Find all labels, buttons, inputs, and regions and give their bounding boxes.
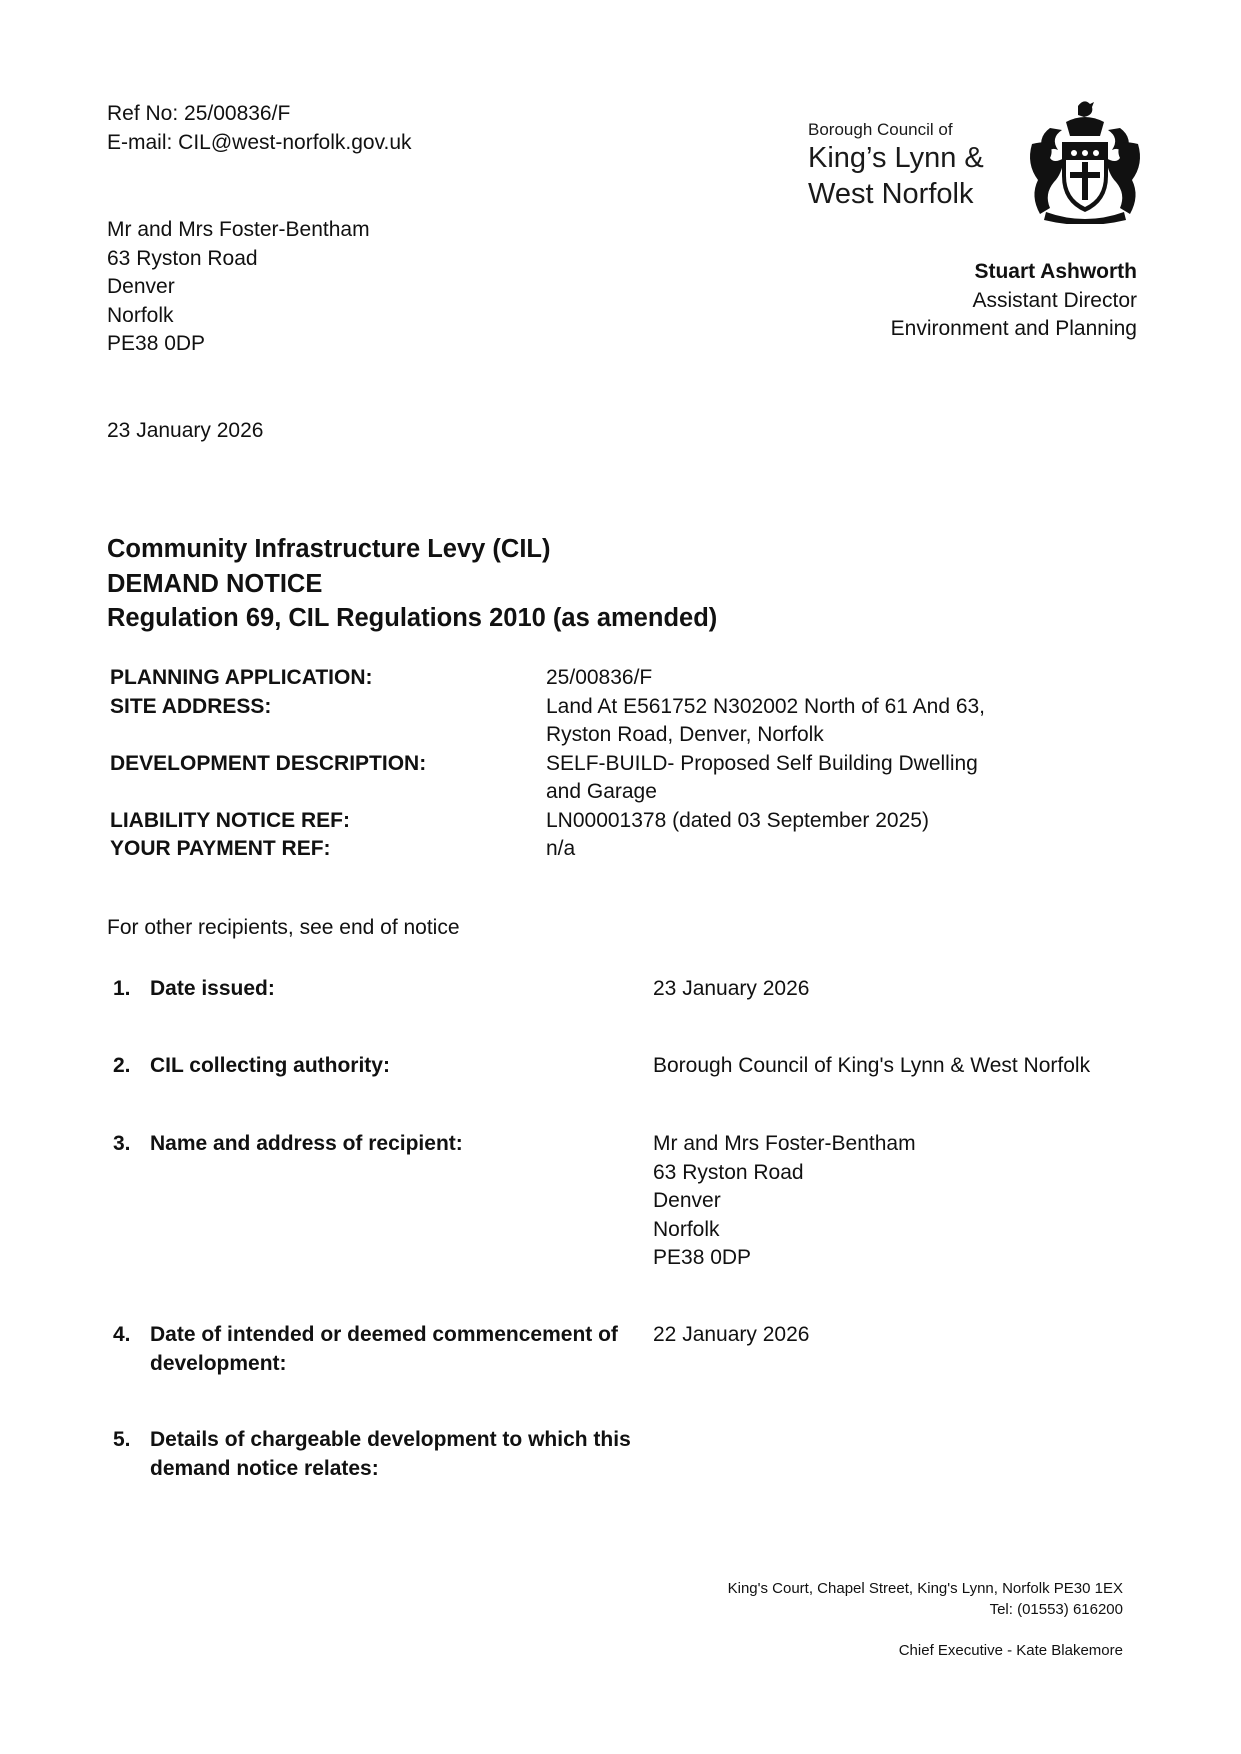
detail-label: SITE ADDRESS: [110,694,272,718]
reference-block [107,100,412,157]
logo-line-1: Borough Council of [808,120,953,139]
logo-wordmark [808,120,984,212]
council-logo [808,98,1146,226]
detail-label: YOUR PAYMENT REF: [110,837,331,860]
officer-block [891,258,1137,344]
item-label: Date of intended or deemed commencement of development: [150,1323,618,1375]
item-value: 23 January 2026 [653,977,810,1000]
logo-line-2: King’s Lynn & [808,142,984,174]
item-label: Details of chargeable development to which this demand notice relates: [150,1428,631,1480]
item-value: 22 January 2026 [653,1323,810,1346]
detail-value: n/a [546,837,576,860]
ref-number: Ref No: 25/00836/F [107,102,291,125]
address-line: Norfolk [107,303,174,327]
notice-title [107,532,717,636]
details-row [110,807,1050,836]
footer-tel: Tel: (01553) 616200 [989,1601,1123,1618]
address-line: PE38 0DP [107,332,206,355]
footer-chief-executive: Chief Executive - Kate Blakemore [898,1642,1123,1659]
detail-value: LN00001378 (dated 03 September 2025) [546,808,929,832]
officer-department: Environment and Planning [890,317,1137,340]
details-row [110,693,1050,750]
borough-crest-icon [1026,98,1144,224]
officer-name: Stuart Ashworth [974,260,1137,283]
item-value: Borough Council of King's Lynn & West Norfolk [653,1054,1091,1077]
detail-label: LIABILITY NOTICE REF: [110,808,350,832]
footer-address-block [728,1578,1123,1620]
title-line-3: Regulation 69, CIL Regulations 2010 (as amended) [107,604,718,632]
address-line: Mr and Mrs Foster-Bentham [107,218,370,241]
item-label: Name and address of recipient: [150,1132,463,1155]
detail-label: PLANNING APPLICATION: [110,666,373,689]
title-line-2: DEMAND NOTICE [107,569,323,598]
item-number: 1. [113,977,131,1000]
address-line: Denver [107,275,175,298]
logo-line-3: West Norfolk [808,178,974,210]
details-row [110,835,1050,864]
title-line-1: Community Infrastructure Levy (CIL) [107,535,551,563]
item-value: Mr and Mrs Foster-Bentham 63 Ryston Road Denver Norfolk PE38 0DP [653,1132,916,1269]
detail-label: DEVELOPMENT DESCRIPTION: [110,751,427,775]
recipient-address [107,216,370,359]
item-label: Date issued: [150,977,275,1000]
details-row [110,750,1050,807]
item-label: CIL collecting authority: [150,1054,390,1077]
detail-value: Land At E561752 N302002 North of 61 And 63, Ryston Road, Denver, Norfolk [546,694,986,746]
other-recipients-note: For other recipients, see end of notice [107,916,460,939]
letter-date: 23 January 2026 [107,419,264,442]
detail-value: 25/00836/F [546,666,653,689]
address-line: 63 Ryston Road [107,246,258,270]
contact-email: E-mail: CIL@west-norfolk.gov.uk [107,130,412,154]
item-number: 2. [113,1054,131,1077]
footer-address: King's Court, Chapel Street, King's Lynn, Norfolk PE30 1EX [727,1580,1123,1597]
details-row [110,664,1050,693]
officer-role: Assistant Director [972,288,1137,312]
item-number: 5. [113,1428,131,1451]
item-number: 3. [113,1132,131,1155]
detail-value: SELF-BUILD- Proposed Self Building Dwelling and Garage [546,751,978,803]
item-number: 4. [113,1323,131,1346]
application-details-table [110,664,1050,864]
